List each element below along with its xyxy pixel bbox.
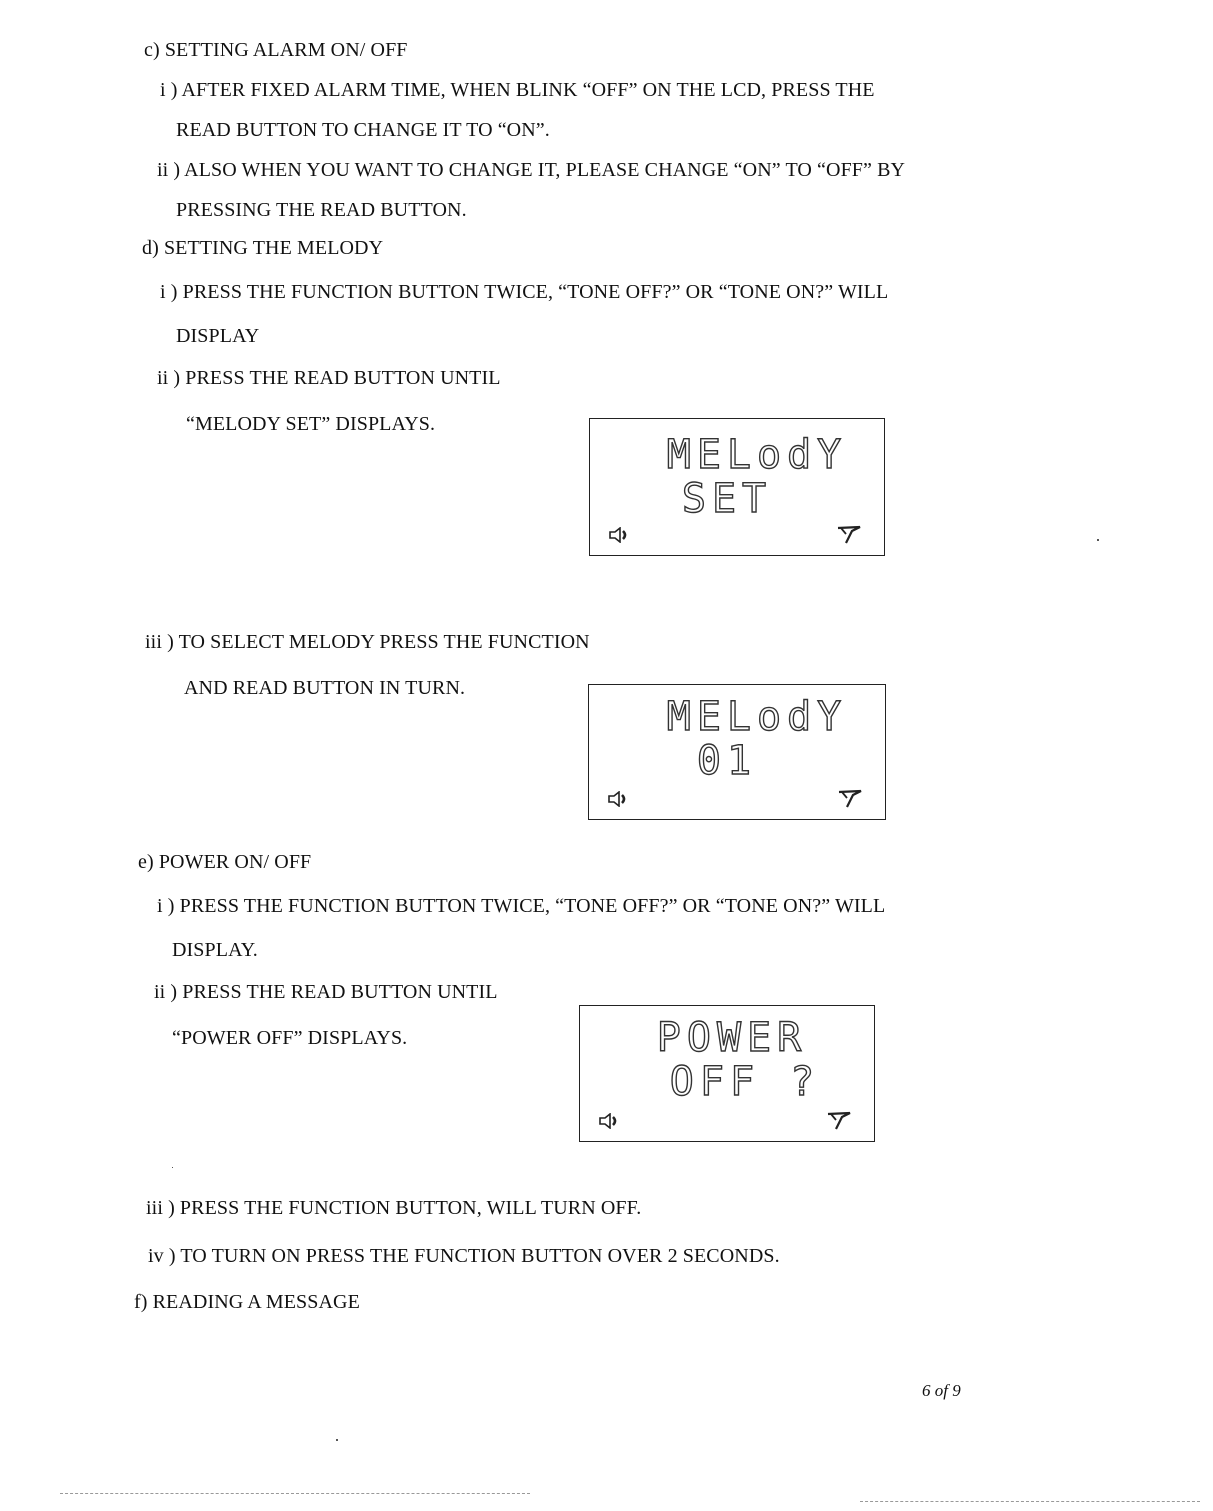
section-e-item-ii-line1: ii ) PRESS THE READ BUTTON UNTIL bbox=[154, 981, 498, 1003]
section-d-title: d) SETTING THE MELODY bbox=[142, 237, 384, 259]
scan-artifact-line bbox=[860, 1501, 1200, 1503]
speaker-icon bbox=[598, 1113, 620, 1129]
antenna-icon bbox=[826, 1111, 852, 1131]
section-e-item-i-line2: DISPLAY. bbox=[172, 939, 258, 961]
lcd-line2: OFF ? bbox=[669, 1059, 821, 1105]
scan-artifact-line bbox=[60, 1493, 530, 1495]
section-e-title: e) POWER ON/ OFF bbox=[138, 851, 312, 873]
scan-speck bbox=[336, 1439, 338, 1441]
section-c-item-ii-line1: ii ) ALSO WHEN YOU WANT TO CHANGE IT, PLEASE CHANGE “ON” TO “OFF” BY bbox=[157, 159, 906, 181]
section-d-item-ii-line1: ii ) PRESS THE READ BUTTON UNTIL bbox=[157, 367, 501, 389]
lcd-line1: MELodY bbox=[666, 432, 848, 478]
page-number: 6 of 9 bbox=[922, 1381, 961, 1400]
section-e-item-i-line1: i ) PRESS THE FUNCTION BUTTON TWICE, “TONE OFF?” OR “TONE ON?” WILL bbox=[157, 895, 886, 917]
section-c-item-ii-line2: PRESSING THE READ BUTTON. bbox=[176, 199, 467, 221]
scan-speck bbox=[172, 1167, 173, 1168]
section-d-item-i-line2: DISPLAY bbox=[176, 325, 260, 347]
lcd-line1: POWER bbox=[656, 1015, 808, 1061]
section-c-item-i-line1: i ) AFTER FIXED ALARM TIME, WHEN BLINK “OFF” ON THE LCD, PRESS THE bbox=[160, 79, 875, 101]
lcd-line2: 01 bbox=[696, 738, 758, 784]
section-e-item-iii: iii ) PRESS THE FUNCTION BUTTON, WILL TURN OFF. bbox=[146, 1197, 642, 1219]
speaker-icon bbox=[608, 527, 630, 543]
antenna-icon bbox=[836, 525, 862, 545]
lcd-line1: MELodY bbox=[666, 694, 848, 740]
section-d-item-iii-line1: iii ) TO SELECT MELODY PRESS THE FUNCTION bbox=[145, 631, 590, 653]
section-e-item-iv: iv ) TO TURN ON PRESS THE FUNCTION BUTTON OVER 2 SECONDS. bbox=[148, 1245, 780, 1267]
section-d-item-iii-line2: AND READ BUTTON IN TURN. bbox=[184, 677, 466, 699]
section-c-item-i-line2: READ BUTTON TO CHANGE IT TO “ON”. bbox=[176, 119, 550, 141]
section-f-title: f) READING A MESSAGE bbox=[134, 1291, 360, 1313]
section-c-title: c) SETTING ALARM ON/ OFF bbox=[144, 39, 408, 61]
lcd-line2: SET bbox=[681, 476, 773, 522]
section-e-item-ii-line2: “POWER OFF” DISPLAYS. bbox=[172, 1027, 408, 1049]
lcd-display-melody-set bbox=[589, 418, 885, 556]
speaker-icon bbox=[607, 791, 629, 807]
section-d-item-ii-line2: “MELODY SET” DISPLAYS. bbox=[186, 413, 436, 435]
scan-speck bbox=[1097, 539, 1099, 541]
section-d-item-i-line1: i ) PRESS THE FUNCTION BUTTON TWICE, “TONE OFF?” OR “TONE ON?” WILL bbox=[160, 281, 889, 303]
antenna-icon bbox=[837, 789, 863, 809]
lcd-display-power-off bbox=[579, 1005, 875, 1142]
lcd-display-melody-01 bbox=[588, 684, 886, 820]
